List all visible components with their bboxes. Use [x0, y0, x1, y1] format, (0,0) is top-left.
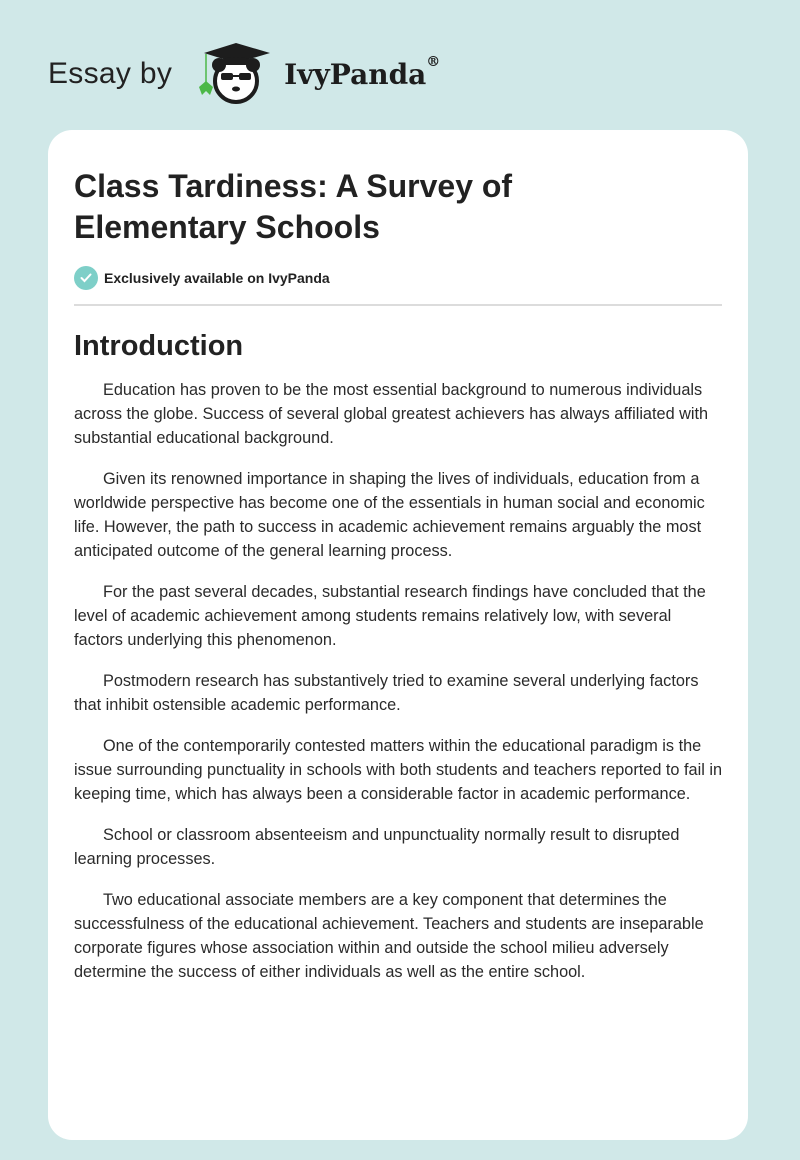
paragraph: Postmodern research has substantively tried to examine several underlying factors that inhibit ostensible academic performance. [74, 672, 699, 714]
paragraph: Two educational associate members are a key component that determines the successfulness of the educational achievement. Teachers and students are inseparable corporate figures whose association within and outside the school milieu adversely determine the success of either individuals as well as the entire school. [74, 891, 704, 981]
paragraph: For the past several decades, substantial research findings have concluded that the level of academic achievement among students remains relatively low, with several factors underlying this phenomenon. [74, 583, 706, 649]
paragraph: Given its renowned importance in shaping the lives of individuals, education from a worldwide perspective has become one of the essentials in human social and economic life. However, the path to success in academic achievement remains arguably the most anticipated outcome of the general learning process. [74, 470, 705, 560]
brand-text: IvyPanda [284, 57, 427, 91]
brand-name[interactable] [284, 53, 441, 91]
check-icon [74, 266, 98, 290]
site-header [48, 44, 440, 104]
section-heading: Introduction [74, 330, 244, 362]
registered-mark: ® [426, 53, 441, 70]
panda-logo-icon[interactable] [192, 43, 278, 105]
paragraph: School or classroom absenteeism and unpunctuality normally result to disrupted learning processes. [74, 826, 680, 868]
paragraph: Education has proven to be the most essential background to numerous individuals across the globe. Success of several global greatest achievers has always affiliated with substantial educational background. [74, 381, 709, 447]
exclusive-badge [74, 266, 722, 306]
essay-title: Class Tardiness: A Survey of Elementary Schools [74, 168, 513, 245]
essay-card [48, 130, 748, 1140]
essay-by-label: Essay by [48, 57, 173, 90]
exclusive-text: Exclusively available on IvyPanda [104, 270, 330, 286]
paragraph: One of the contemporarily contested matters within the educational paradigm is the issue surrounding punctuality in schools with both students and teachers reported to fail in keeping time, which has always been a considerable factor in academic performance. [74, 737, 723, 803]
